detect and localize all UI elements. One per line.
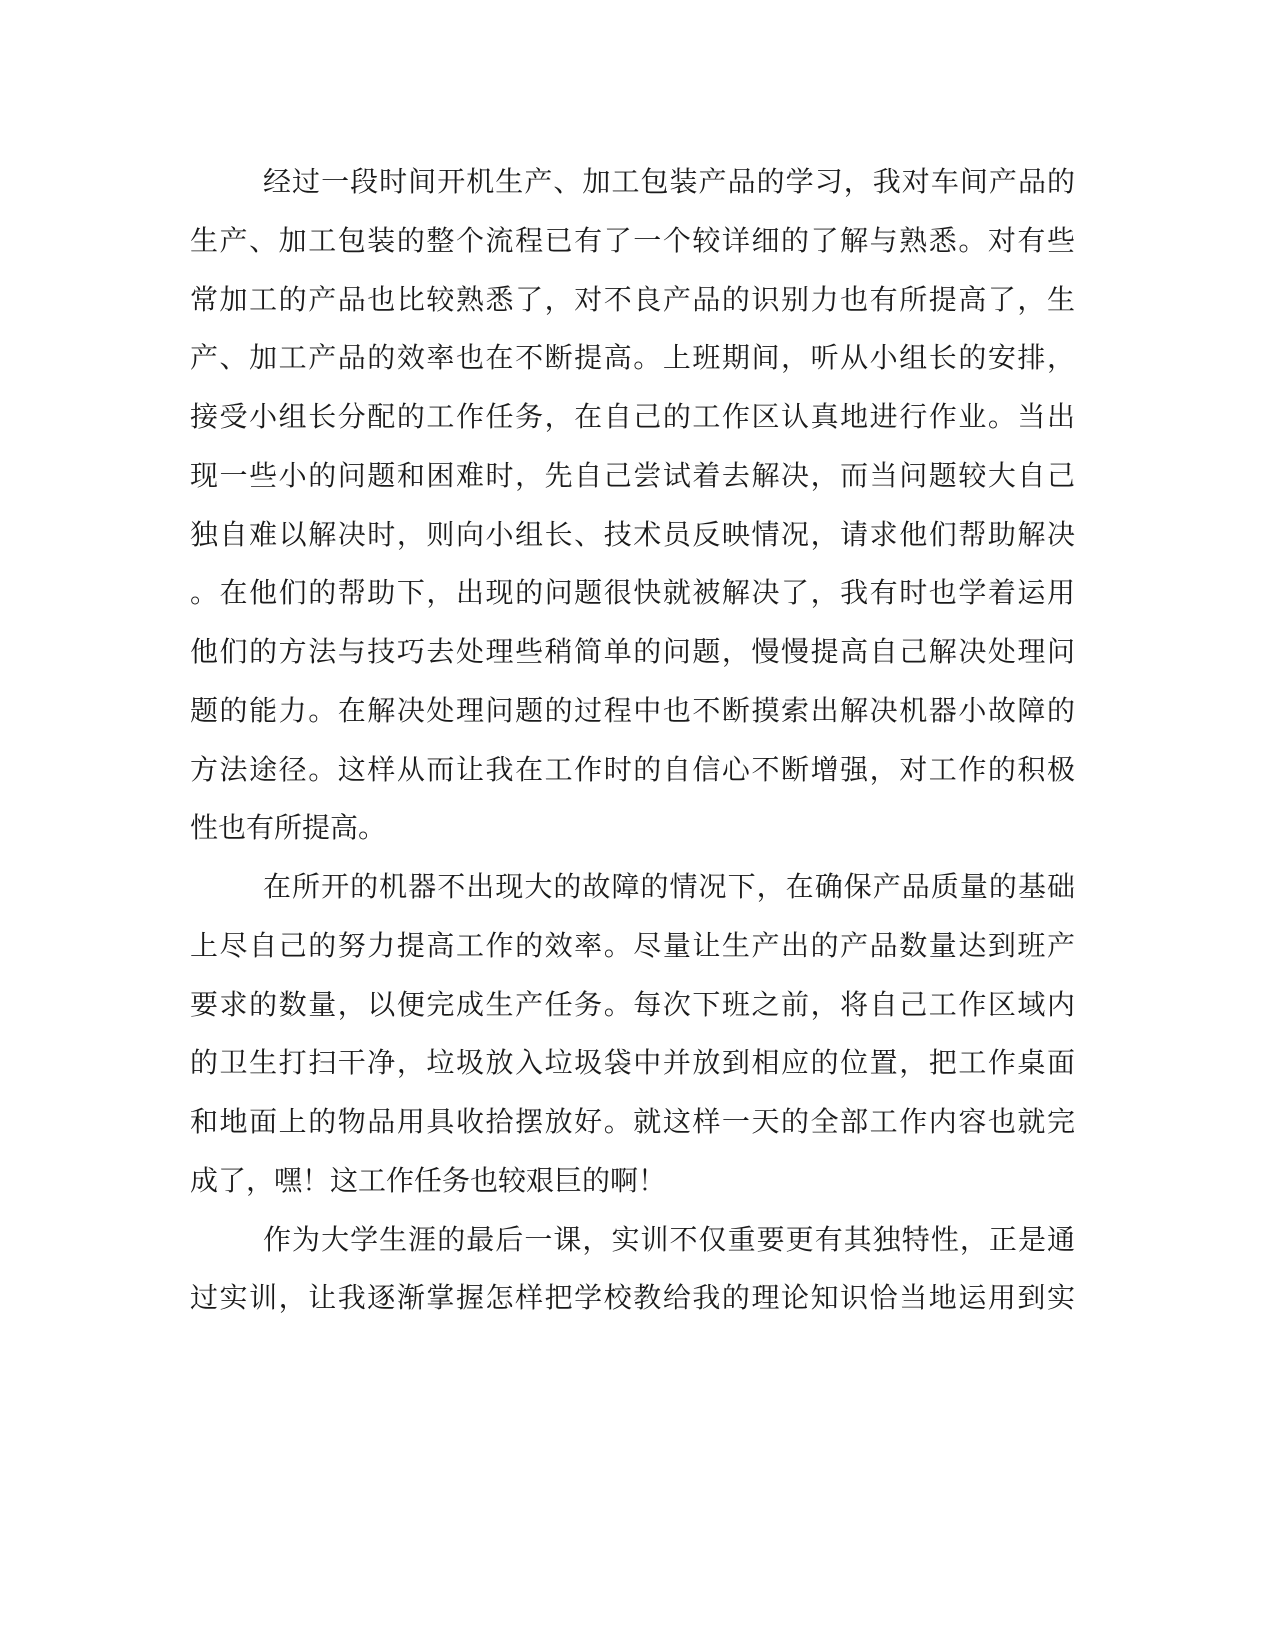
paragraph-2-line-2: 上尽自己的努力提高工作的效率。尽量让生产出的产品数量达到班产 [190,929,1075,962]
paragraph-1-line-4: 产、加工产品的效率也在不断提高。上班期间，听从小组长的安排， [190,341,1075,374]
paragraph-2-line-3: 要求的数量，以便完成生产任务。每次下班之前，将自己工作区域内 [190,988,1075,1021]
paragraph-2-line-1: 在所开的机器不出现大的故障的情况下，在确保产品质量的基础 [263,870,1075,903]
paragraph-1-line-12: 性也有所提高。 [190,811,387,844]
paragraph-1-line-9: 他们的方法与技巧去处理些稍简单的问题，慢慢提高自己解决处理问 [190,635,1075,668]
paragraph-1-line-5: 接受小组长分配的工作任务，在自己的工作区认真地进行作业。当出 [190,400,1075,433]
paragraph-1-line-2: 生产、加工包装的整个流程已有了一个较详细的了解与熟悉。对有些 [190,224,1075,257]
paragraph-2-line-4: 的卫生打扫干净，垃圾放入垃圾袋中并放到相应的位置，把工作桌面 [190,1046,1075,1079]
paragraph-3-line-2: 过实训，让我逐渐掌握怎样把学校教给我的理论知识恰当地运用到实 [190,1281,1075,1314]
paragraph-1-line-8: 。在他们的帮助下，出现的问题很快就被解决了，我有时也学着运用 [190,576,1075,609]
paragraph-1-line-10: 题的能力。在解决处理问题的过程中也不断摸索出解决机器小故障的 [190,694,1075,727]
paragraph-1-line-1: 经过一段时间开机生产、加工包装产品的学习，我对车间产品的 [263,165,1075,198]
paragraph-1-line-3: 常加工的产品也比较熟悉了，对不良产品的识别力也有所提高了，生 [190,283,1075,316]
paragraph-2-line-5: 和地面上的物品用具收拾摆放好。就这样一天的全部工作内容也就完 [190,1105,1075,1138]
paragraph-2-line-6: 成了，嘿！这工作任务也较艰巨的啊！ [190,1164,667,1197]
paragraph-1-line-11: 方法途径。这样从而让我在工作时的自信心不断增强，对工作的积极 [190,753,1075,786]
paragraph-1-line-6: 现一些小的问题和困难时，先自己尝试着去解决，而当问题较大自己 [190,459,1075,492]
paragraph-3-line-1: 作为大学生涯的最后一课，实训不仅重要更有其独特性，正是通 [263,1223,1075,1256]
paragraph-1-line-7: 独自难以解决时，则向小组长、技术员反映情况，请求他们帮助解决 [190,518,1075,551]
